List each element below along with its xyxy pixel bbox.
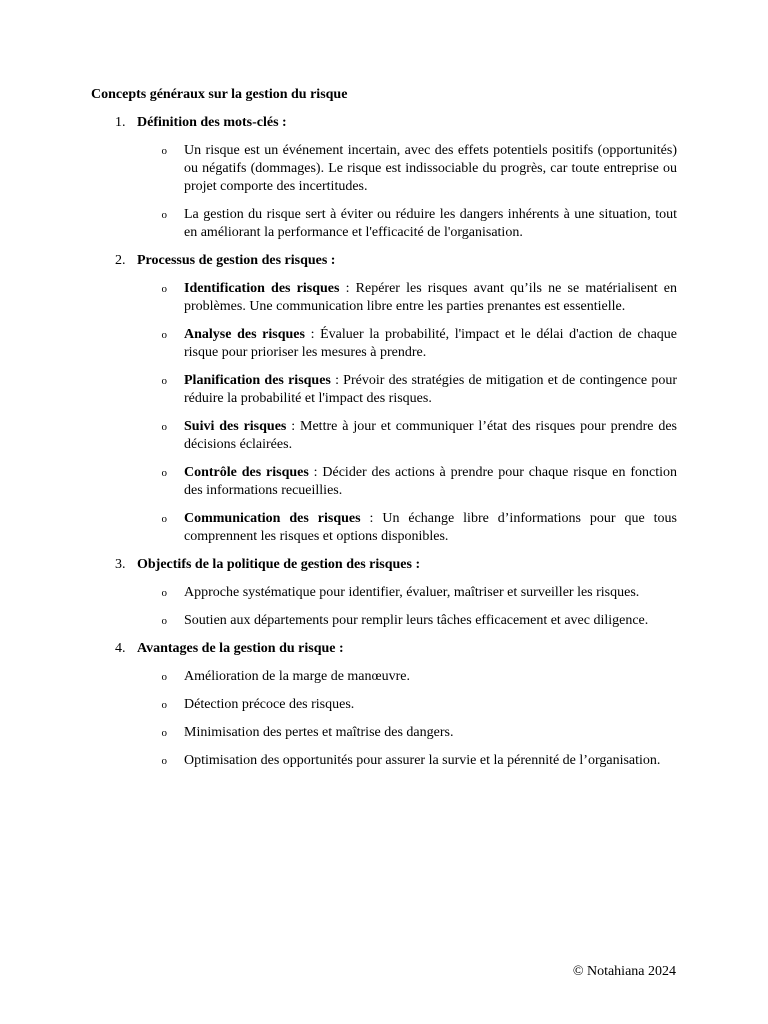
section-title: Avantages de la gestion du risque : xyxy=(137,641,344,656)
sections-container xyxy=(91,114,677,770)
item-description: Approche systématique pour identifier, évaluer, maîtriser et surveiller les risques. xyxy=(184,585,640,600)
bullet-icon: o xyxy=(161,375,167,387)
item-term: Planification des risques xyxy=(184,373,331,388)
bullet-list xyxy=(91,584,677,630)
item-description: Un risque est un événement incertain, avec des effets potentiels positifs (opportunités) ou négatifs (dommages). Le risque est indissociable du progrès, car toute entreprise ou projet comporte des incertitudes. xyxy=(184,143,677,194)
item-description: : Évaluer la probabilité, l'impact et le délai d'action de chaque risque pour prioriser les mesures à prendre. xyxy=(184,327,677,360)
copyright-footer: © Notahiana 2024 xyxy=(572,964,676,979)
list-item-text xyxy=(184,464,677,500)
section-1 xyxy=(91,114,677,242)
section-heading xyxy=(91,252,677,270)
item-description: : Prévoir des stratégies de mitigation et de contingence pour réduire la probabilité et l'impact des risques. xyxy=(184,373,677,406)
bullet-icon: o xyxy=(161,421,167,433)
list-item-text xyxy=(184,372,677,408)
item-term: Suivi des risques xyxy=(184,419,287,434)
item-term: Analyse des risques xyxy=(184,327,305,342)
bullet-list xyxy=(91,668,677,770)
bullet-icon: o xyxy=(161,467,167,479)
bullet-icon: o xyxy=(161,283,167,295)
section-heading xyxy=(91,114,677,132)
section-title: Définition des mots-clés : xyxy=(137,115,287,130)
list-item xyxy=(91,724,677,742)
document-title: Concepts généraux sur la gestion du risque xyxy=(91,87,348,102)
section-title: Objectifs de la politique de gestion des risques : xyxy=(137,557,421,572)
item-term: Contrôle des risques xyxy=(184,465,309,480)
item-term: Communication des risques xyxy=(184,511,361,526)
item-description: Amélioration de la marge de manœuvre. xyxy=(184,669,410,684)
bullet-icon: o xyxy=(161,727,167,739)
section-number: 4. xyxy=(115,641,126,656)
item-description: La gestion du risque sert à éviter ou réduire les dangers inhérents à une situation, tout en améliorant la performance et l'efficacité de l'organisation. xyxy=(184,207,677,240)
list-item xyxy=(91,418,677,454)
bullet-icon: o xyxy=(161,699,167,711)
list-item-text xyxy=(184,206,677,242)
list-item xyxy=(91,142,677,196)
section-3 xyxy=(91,556,677,630)
list-item xyxy=(91,280,677,316)
list-item-text xyxy=(184,510,677,546)
bullet-icon: o xyxy=(161,755,167,767)
list-item xyxy=(91,584,677,602)
list-item-text xyxy=(184,668,677,686)
bullet-list xyxy=(91,142,677,242)
section-number: 3. xyxy=(115,557,126,572)
list-item xyxy=(91,752,677,770)
list-item xyxy=(91,696,677,714)
item-term: Identification des risques xyxy=(184,281,340,296)
list-item-text xyxy=(184,418,677,454)
list-item xyxy=(91,510,677,546)
list-item xyxy=(91,206,677,242)
list-item xyxy=(91,612,677,630)
item-description: Détection précoce des risques. xyxy=(184,697,355,712)
bullet-icon: o xyxy=(161,587,167,599)
bullet-icon: o xyxy=(161,329,167,341)
list-item-text xyxy=(184,724,677,742)
list-item-text xyxy=(184,696,677,714)
section-4 xyxy=(91,640,677,770)
section-number: 2. xyxy=(115,253,126,268)
document-page xyxy=(91,86,677,780)
bullet-icon: o xyxy=(161,145,167,157)
list-item-text xyxy=(184,142,677,196)
bullet-list xyxy=(91,280,677,546)
section-2 xyxy=(91,252,677,546)
item-description: Minimisation des pertes et maîtrise des dangers. xyxy=(184,725,454,740)
item-description: : Décider des actions à prendre pour chaque risque en fonction des informations recueillies. xyxy=(184,465,677,498)
item-description: Optimisation des opportunités pour assurer la survie et la pérennité de l’organisation. xyxy=(184,753,661,768)
bullet-icon: o xyxy=(161,209,167,221)
item-description: : Un échange libre d’informations pour que tous comprennent les risques et options disponibles. xyxy=(184,511,677,544)
item-description: : Repérer les risques avant qu’ils ne se matérialisent en problèmes. Une communication libre entre les parties prenantes est essentielle. xyxy=(184,281,677,314)
list-item-text xyxy=(184,326,677,362)
list-item-text xyxy=(184,280,677,316)
bullet-icon: o xyxy=(161,513,167,525)
list-item xyxy=(91,464,677,500)
item-description: : Mettre à jour et communiquer l’état des risques pour prendre des décisions éclairées. xyxy=(184,419,677,452)
list-item-text xyxy=(184,584,677,602)
list-item-text xyxy=(184,612,677,630)
section-title: Processus de gestion des risques : xyxy=(137,253,336,268)
bullet-icon: o xyxy=(161,671,167,683)
section-heading xyxy=(91,640,677,658)
list-item xyxy=(91,372,677,408)
section-heading xyxy=(91,556,677,574)
list-item xyxy=(91,668,677,686)
section-number: 1. xyxy=(115,115,126,130)
item-description: Soutien aux départements pour remplir leurs tâches efficacement et avec diligence. xyxy=(184,613,649,628)
list-item-text xyxy=(184,752,677,770)
list-item xyxy=(91,326,677,362)
bullet-icon: o xyxy=(161,615,167,627)
